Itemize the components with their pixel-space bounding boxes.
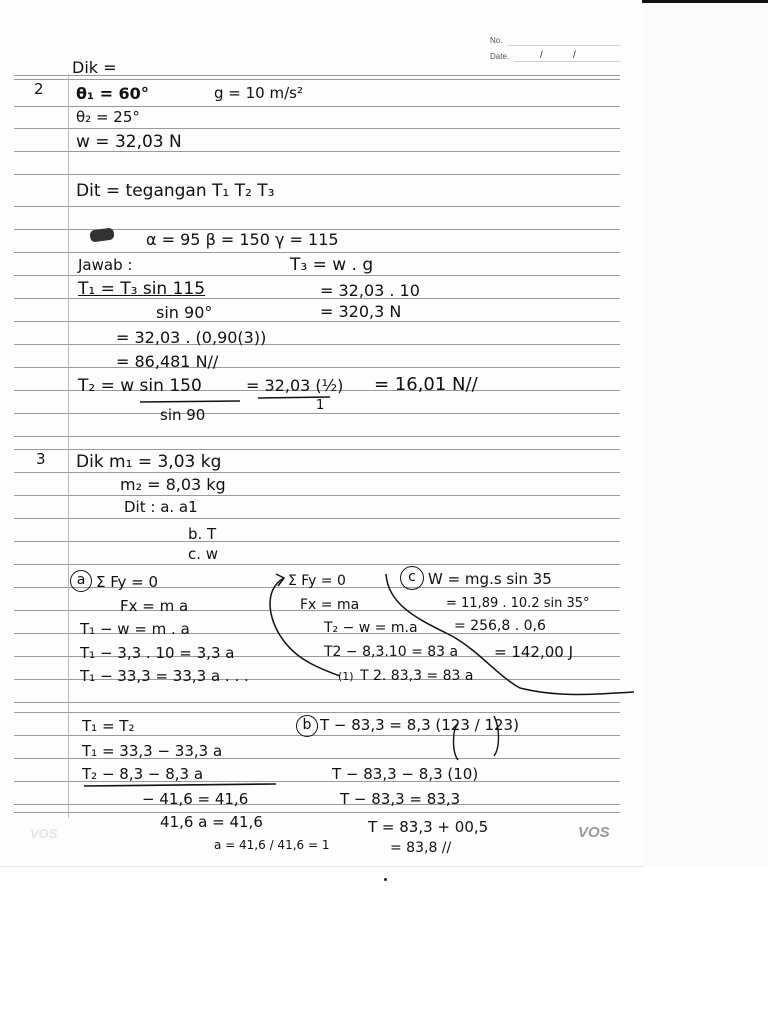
given-m2: m₂ = 8,03 kg [120,475,226,494]
bracket-right [494,716,499,756]
part-b-line1: T − 83,3 = 8,3 (123 / 123) [320,716,519,734]
t3-equation: T₃ = w . g [290,255,374,275]
problem-number-3: 3 [36,450,46,468]
eq-line2: T₁ = 33,3 − 33,3 a [82,742,223,760]
t1-equation: T₁ = T₃ sin 115 [78,279,206,299]
bracket-left [454,724,459,760]
dividing-curve [386,574,634,695]
t2-step-fraction-bar [258,397,330,398]
part-b-line3: T − 83,3 = 83,3 [340,790,461,808]
asked-c: c. w [188,545,219,563]
mid-line5: T 2. 83,3 = 83 a [360,668,474,684]
t3-step: = 32,03 . 10 [320,281,420,300]
problem-number-2: 2 [34,80,44,98]
part-b-label: b [296,715,318,737]
answer-label: Jawab : [78,256,133,274]
brand-logo: VOS [578,824,610,841]
t2-step: = 32,03 (½) [246,376,344,395]
mid-line3: T₂ − w = m.a [324,620,418,636]
no-label: No. [490,36,503,45]
gravity: g = 10 m/s² [214,84,303,102]
t2-equation: T₂ = w sin 150 [78,376,202,396]
weight: w = 32,03 N [76,132,182,152]
angles: α = 95 β = 150 γ = 115 [146,230,339,249]
mid-line1: Σ Fy = 0 [288,573,346,589]
sum-underline [84,784,276,786]
part-a-line2: Fx = m a [120,597,189,615]
theta2: θ₂ = 25° [76,108,140,126]
part-b-line5: = 83,8 // [390,840,452,856]
part-a-line3: T₁ − w = m . a [80,620,190,638]
part-c-line2: = 11,89 . 10.2 sin 35° [446,596,590,611]
t1-step: = 32,03 . (0,90(3)) [116,328,267,347]
given-label: Dik = [72,58,117,77]
part-a-line4: T₁ − 3,3 . 10 = 3,3 a [80,644,235,662]
t1-result: = 86,481 N// [116,352,219,371]
given-m1: Dik m₁ = 3,03 kg [76,452,222,472]
t2-denominator: sin 90 [160,406,206,424]
t2-fraction-bar [140,401,240,402]
date-label: Date. [490,52,510,61]
asked-b: b. T [188,525,217,543]
part-a-tag: (1) [338,670,354,683]
part-a-line1: Σ Fy = 0 [96,573,159,591]
t2-result: = 16,01 N// [374,374,478,395]
part-a-line5: T₁ − 33,3 = 33,3 a . . . [80,667,249,685]
part-c-line3: = 256,8 . 0,6 [454,618,546,634]
theta1: θ₁ = 60° [76,84,149,103]
t2-step-denominator: 1 [316,398,325,413]
part-b-line2: T − 83,3 − 8,3 (10) [332,765,479,783]
eq-line1: T₁ = T₂ [82,717,135,735]
date-separator-2: / [573,50,576,61]
asked-tensions: Dit = tegangan T₁ T₂ T₃ [76,181,275,201]
eq-line3: T₂ − 8,3 − 8,3 a [82,765,204,783]
eq-line5: 41,6 a = 41,6 [160,813,263,831]
part-c-label: c [400,566,424,590]
date-separator-1: / [540,50,543,61]
brand-ghost: VOS [30,826,58,841]
asked-a: Dit : a. a1 [124,498,198,516]
mid-line2: Fx = ma [300,597,360,613]
eq-line4: − 41,6 = 41,6 [142,790,249,808]
t1-denominator: sin 90° [156,303,213,322]
part-a-label: a [70,570,92,592]
arrow-curve [270,578,340,676]
t3-result: = 320,3 N [320,302,402,321]
part-c-line4: = 142,00 J [494,643,574,661]
part-c-line1: W = mg.s sin 35 [428,570,552,588]
scan-dot [384,878,387,881]
mid-line4: T2 − 8,3.10 = 83 a [324,644,459,660]
eq-line6: a = 41,6 / 41,6 = 1 [214,838,330,852]
part-b-line4: T = 83,3 + 00,5 [368,818,489,836]
